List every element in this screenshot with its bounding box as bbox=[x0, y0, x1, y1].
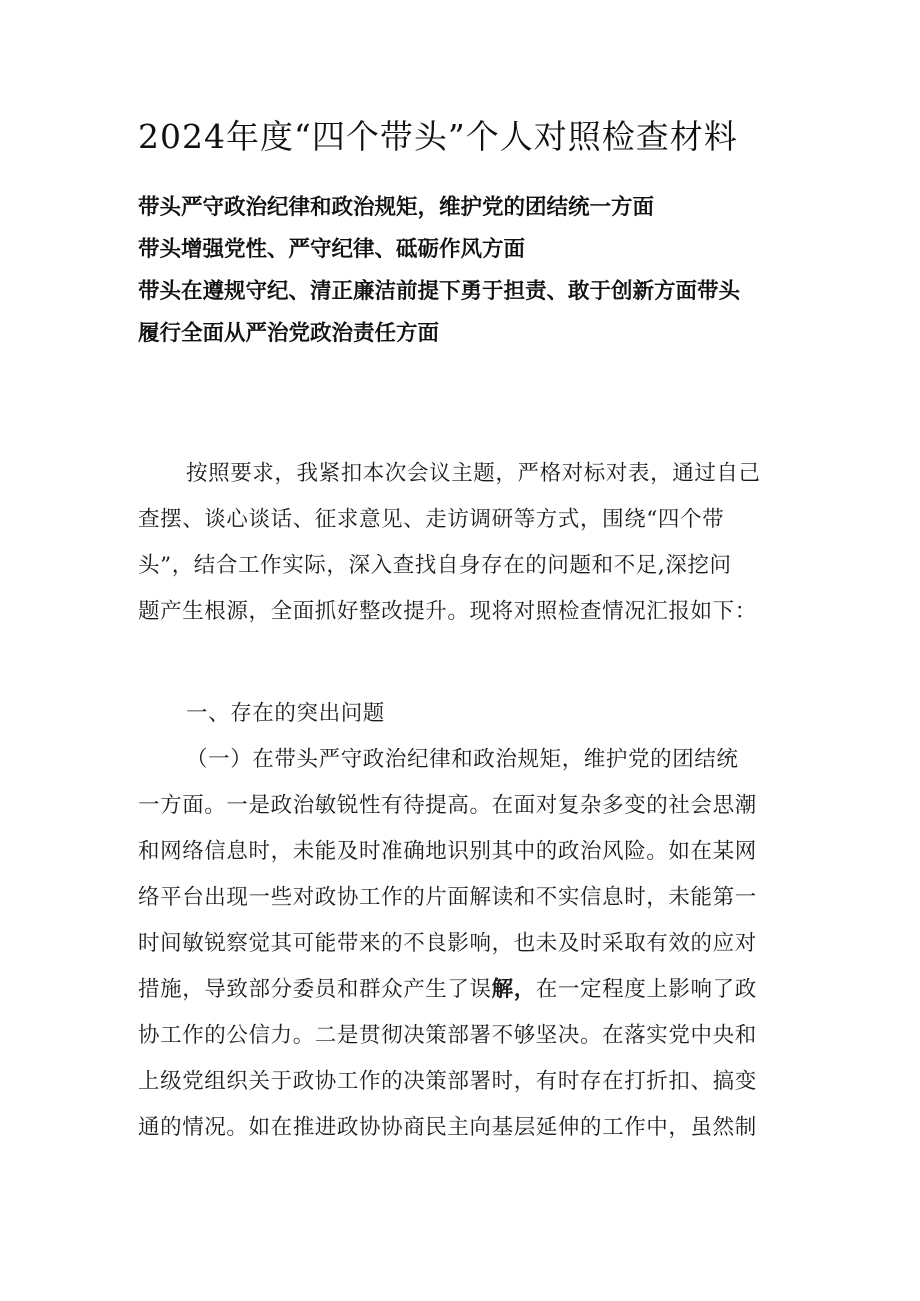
paragraph-line: 通的情况。如在推进政协协商民主向基层延伸的工作中，虽然制 bbox=[138, 1115, 757, 1140]
body-paragraph bbox=[138, 737, 798, 1151]
paragraph-line: 和网络信息时，未能及时准确地识别其中的政治风险。如在某网 bbox=[138, 839, 757, 864]
heading-line: 带头增强党性、严守纪律、砥砺作风方面 bbox=[138, 237, 526, 262]
line-text: 在一定程度上影响了政 bbox=[535, 977, 757, 1002]
paragraph-line: 题产生根源，全面抓好整改提升。现将对照检查情况汇报如下： bbox=[138, 599, 757, 624]
paragraph-line: 时间敏锐察觉其可能带来的不良影响，也未及时采取有效的应对 bbox=[138, 931, 757, 956]
paragraph-line: 一方面。一是政治敏锐性有待提高。在面对复杂多变的社会思潮 bbox=[138, 793, 757, 818]
paragraph-line: 上级党组织关于政协工作的决策部署时，有时存在打折扣、搞变 bbox=[138, 1069, 757, 1094]
heading-list bbox=[138, 187, 798, 355]
heading-line: 带头严守政治纪律和政治规矩，维护党的团结统一方面 bbox=[138, 195, 655, 220]
intro-paragraph bbox=[138, 451, 798, 635]
paragraph-line: 协工作的公信力。二是贯彻决策部署不够坚决。在落实党中央和 bbox=[138, 1023, 757, 1048]
document-title: 2024年度“四个带头”个人对照检查材料 bbox=[138, 117, 738, 156]
paragraph-line: 头”，结合工作实际，深入查找自身存在的问题和不足,深挖问 bbox=[138, 553, 732, 578]
bold-text: 解， bbox=[491, 977, 536, 1002]
line-text: 措施，导致部分委员和群众产生了误 bbox=[138, 977, 492, 1002]
paragraph-line: 查摆、谈心谈话、征求意见、走访调研等方式，围绕“四个带 bbox=[138, 507, 725, 532]
paragraph-line: 按照要求，我紧扣本次会议主题，严格对标对表，通过自己 bbox=[186, 461, 761, 486]
paragraph-line bbox=[138, 967, 798, 1013]
paragraph-line: 络平台出现一些对政协工作的片面解读和不实信息时，未能第一 bbox=[138, 885, 757, 910]
section-heading: 一、存在的突出问题 bbox=[186, 701, 385, 726]
heading-line: 带头在遵规守纪、清正廉洁前提下勇于担责、敢于创新方面带头 bbox=[138, 279, 741, 304]
heading-line: 履行全面从严治党政治责任方面 bbox=[138, 321, 440, 346]
paragraph-line: （一）在带头严守政治纪律和政治规矩，维护党的团结统 bbox=[186, 747, 739, 772]
